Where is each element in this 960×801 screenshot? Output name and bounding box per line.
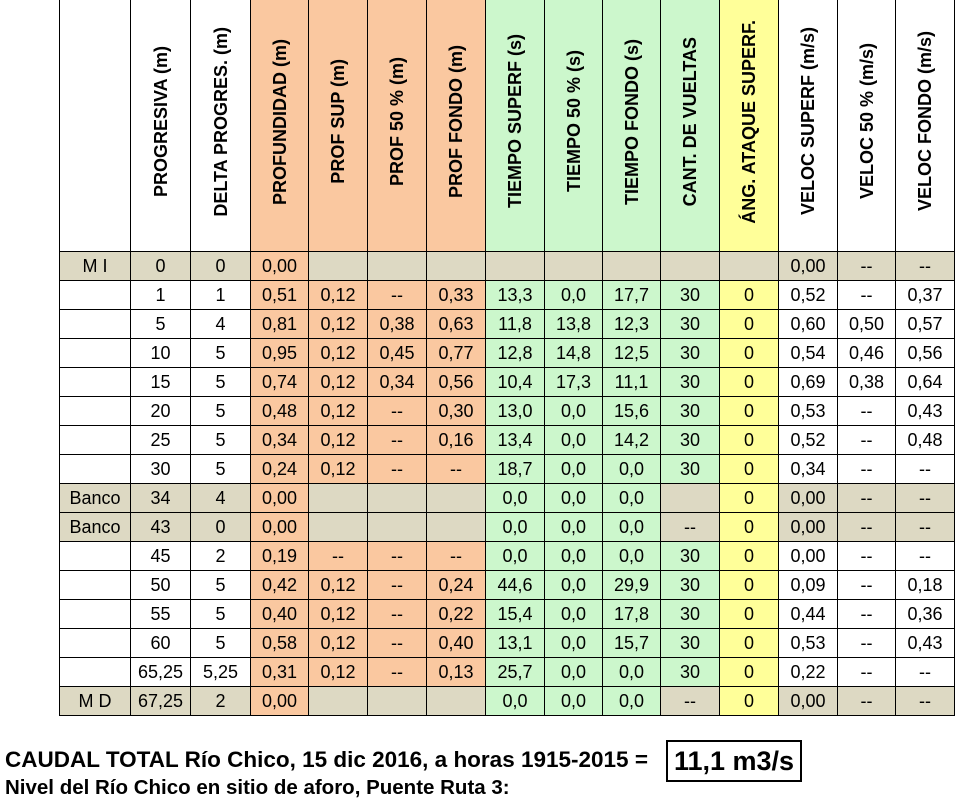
cell-ang-ataque: 0 — [720, 687, 779, 716]
cell-tiempo-superf: 10,4 — [486, 368, 545, 397]
cell-prof-sup: 0,12 — [309, 397, 368, 426]
header-label: CANT. DE VUELTAS — [680, 36, 700, 207]
cell-progresiva: 45 — [131, 542, 191, 571]
header-label: TIEMPO FONDO (s) — [621, 38, 642, 205]
cell-prof-50: -- — [368, 600, 427, 629]
cell-prof-fondo: 0,33 — [427, 281, 486, 310]
cell-row-label — [60, 629, 131, 658]
cell-prof-sup: 0,12 — [309, 658, 368, 687]
header-label: TIEMPO SUPERF (s) — [505, 34, 525, 209]
header-label: PROGRESIVA (m) — [150, 45, 171, 197]
header-label: VELOC FONDO (m/s) — [915, 31, 935, 212]
total-flow-label: CAUDAL TOTAL Río Chico, 15 dic 2016, a horas 1915-2015 = — [5, 747, 648, 772]
cell-progresiva: 25 — [131, 426, 191, 455]
cell-progresiva: 34 — [131, 484, 191, 513]
cell-tiempo-superf — [486, 252, 545, 281]
cell-veloc-fondo: -- — [896, 252, 955, 281]
cell-cant-vueltas: 30 — [661, 571, 720, 600]
cell-veloc-superf: 0,00 — [779, 513, 838, 542]
cell-delta-progresiva: 5 — [191, 339, 251, 368]
cell-veloc-fondo: 0,57 — [896, 310, 955, 339]
cell-veloc-superf: 0,52 — [779, 281, 838, 310]
cell-veloc-superf: 0,44 — [779, 600, 838, 629]
cell-prof-sup — [309, 687, 368, 716]
header-delta-progresiva — [191, 0, 251, 252]
cell-tiempo-superf: 13,0 — [486, 397, 545, 426]
header-tiempo-50 — [545, 0, 603, 252]
cell-profundidad: 0,00 — [251, 513, 309, 542]
cell-cant-vueltas: 30 — [661, 281, 720, 310]
cell-prof-fondo: 0,40 — [427, 629, 486, 658]
cell-ang-ataque: 0 — [720, 397, 779, 426]
cell-prof-sup: 0,12 — [309, 310, 368, 339]
cell-delta-progresiva: 2 — [191, 687, 251, 716]
cell-veloc-superf: 0,00 — [779, 484, 838, 513]
header-row-label — [60, 0, 131, 252]
cell-ang-ataque: 0 — [720, 484, 779, 513]
cell-tiempo-fondo: 17,8 — [603, 600, 661, 629]
cell-veloc-superf: 0,09 — [779, 571, 838, 600]
cell-veloc-fondo: -- — [896, 484, 955, 513]
cell-veloc-fondo: 0,48 — [896, 426, 955, 455]
cell-veloc-50: -- — [838, 658, 896, 687]
cell-ang-ataque: 0 — [720, 571, 779, 600]
cell-delta-progresiva: 0 — [191, 252, 251, 281]
cell-veloc-superf: 0,34 — [779, 455, 838, 484]
cell-veloc-fondo: 0,64 — [896, 368, 955, 397]
header-label: PROF 50 % (m) — [387, 56, 407, 187]
cell-row-label: M D — [60, 687, 131, 716]
cell-veloc-50: -- — [838, 484, 896, 513]
cell-cant-vueltas: -- — [661, 513, 720, 542]
cell-cant-vueltas: -- — [661, 687, 720, 716]
cell-prof-sup: 0,12 — [309, 281, 368, 310]
cell-tiempo-50: 13,8 — [545, 310, 603, 339]
cell-tiempo-fondo: 0,0 — [603, 658, 661, 687]
cell-tiempo-fondo: 0,0 — [603, 687, 661, 716]
cell-profundidad: 0,51 — [251, 281, 309, 310]
cell-delta-progresiva: 4 — [191, 484, 251, 513]
cell-cant-vueltas: 30 — [661, 658, 720, 687]
cell-tiempo-superf: 13,3 — [486, 281, 545, 310]
cell-row-label — [60, 426, 131, 455]
cell-veloc-fondo: 0,37 — [896, 281, 955, 310]
cell-progresiva: 20 — [131, 397, 191, 426]
cell-veloc-50: -- — [838, 281, 896, 310]
cell-tiempo-superf: 15,4 — [486, 600, 545, 629]
cell-tiempo-superf: 0,0 — [486, 484, 545, 513]
cell-veloc-superf: 0,60 — [779, 310, 838, 339]
cell-prof-sup — [309, 513, 368, 542]
cell-cant-vueltas: 30 — [661, 629, 720, 658]
cell-tiempo-50: 0,0 — [545, 600, 603, 629]
cell-veloc-50: -- — [838, 426, 896, 455]
cell-veloc-50: -- — [838, 542, 896, 571]
cell-prof-50: 0,45 — [368, 339, 427, 368]
cell-prof-50: -- — [368, 426, 427, 455]
river-level-label: Nivel del Río Chico en sitio de aforo, Puente Ruta 3: — [5, 776, 510, 799]
cell-prof-sup: 0,12 — [309, 600, 368, 629]
header-prof-fondo — [427, 0, 486, 252]
cell-veloc-fondo: -- — [896, 687, 955, 716]
cell-tiempo-50: 0,0 — [545, 687, 603, 716]
cell-ang-ataque: 0 — [720, 339, 779, 368]
cell-tiempo-50: 0,0 — [545, 513, 603, 542]
cell-tiempo-50 — [545, 252, 603, 281]
cell-row-label — [60, 281, 131, 310]
cell-veloc-superf: 0,00 — [779, 252, 838, 281]
cell-prof-50 — [368, 484, 427, 513]
cell-veloc-fondo: 0,18 — [896, 571, 955, 600]
header-cant-vueltas — [661, 0, 720, 252]
cell-delta-progresiva: 2 — [191, 542, 251, 571]
cell-prof-fondo: 0,30 — [427, 397, 486, 426]
cell-prof-fondo: 0,77 — [427, 339, 486, 368]
cell-profundidad: 0,34 — [251, 426, 309, 455]
cell-cant-vueltas: 30 — [661, 397, 720, 426]
cell-prof-fondo: 0,13 — [427, 658, 486, 687]
cell-progresiva: 60 — [131, 629, 191, 658]
cell-veloc-50: -- — [838, 455, 896, 484]
cell-progresiva: 67,25 — [131, 687, 191, 716]
cell-tiempo-fondo — [603, 252, 661, 281]
cell-tiempo-50: 14,8 — [545, 339, 603, 368]
cell-row-label: Banco — [60, 484, 131, 513]
cell-prof-sup: -- — [309, 542, 368, 571]
header-label: TIEMPO 50 % (s) — [563, 50, 584, 193]
cell-veloc-fondo: 0,43 — [896, 397, 955, 426]
cell-prof-sup: 0,12 — [309, 455, 368, 484]
cell-prof-fondo — [427, 484, 486, 513]
cell-profundidad: 0,00 — [251, 687, 309, 716]
cell-prof-50 — [368, 513, 427, 542]
cell-progresiva: 50 — [131, 571, 191, 600]
cell-veloc-superf: 0,52 — [779, 426, 838, 455]
cell-profundidad: 0,00 — [251, 252, 309, 281]
cell-tiempo-fondo: 15,6 — [603, 397, 661, 426]
cell-veloc-superf: 0,54 — [779, 339, 838, 368]
header-label: ÁNG. ATAQUE SUPERF. — [739, 19, 759, 224]
cell-delta-progresiva: 5 — [191, 455, 251, 484]
cell-tiempo-superf: 0,0 — [486, 687, 545, 716]
cell-ang-ataque: 0 — [720, 600, 779, 629]
cell-tiempo-50: 0,0 — [545, 571, 603, 600]
cell-tiempo-50: 0,0 — [545, 397, 603, 426]
cell-tiempo-50: 0,0 — [545, 426, 603, 455]
cell-cant-vueltas: 30 — [661, 455, 720, 484]
cell-prof-50: -- — [368, 281, 427, 310]
cell-prof-fondo — [427, 252, 486, 281]
cell-tiempo-fondo: 11,1 — [603, 368, 661, 397]
cell-delta-progresiva: 4 — [191, 310, 251, 339]
cell-progresiva: 5 — [131, 310, 191, 339]
cell-row-label — [60, 571, 131, 600]
cell-row-label: M I — [60, 252, 131, 281]
header-prof-50 — [368, 0, 427, 252]
cell-progresiva: 10 — [131, 339, 191, 368]
cell-veloc-50: -- — [838, 629, 896, 658]
cell-row-label — [60, 339, 131, 368]
cell-tiempo-50: 0,0 — [545, 484, 603, 513]
cell-tiempo-superf: 18,7 — [486, 455, 545, 484]
cell-prof-sup: 0,12 — [309, 571, 368, 600]
cell-prof-sup: 0,12 — [309, 629, 368, 658]
cell-tiempo-50: 0,0 — [545, 455, 603, 484]
cell-row-label — [60, 658, 131, 687]
cell-row-label: Banco — [60, 513, 131, 542]
cell-ang-ataque: 0 — [720, 658, 779, 687]
cell-progresiva: 1 — [131, 281, 191, 310]
cell-ang-ataque: 0 — [720, 368, 779, 397]
cell-cant-vueltas: 30 — [661, 600, 720, 629]
header-prof-sup — [309, 0, 368, 252]
cell-tiempo-fondo: 0,0 — [603, 484, 661, 513]
cell-tiempo-fondo: 17,7 — [603, 281, 661, 310]
cell-row-label — [60, 600, 131, 629]
cell-tiempo-superf: 0,0 — [486, 542, 545, 571]
cell-veloc-fondo: 0,56 — [896, 339, 955, 368]
cell-profundidad: 0,58 — [251, 629, 309, 658]
cell-profundidad: 0,48 — [251, 397, 309, 426]
cell-prof-sup: 0,12 — [309, 426, 368, 455]
cell-profundidad: 0,95 — [251, 339, 309, 368]
cell-progresiva: 43 — [131, 513, 191, 542]
cell-progresiva: 65,25 — [131, 658, 191, 687]
cell-prof-fondo: 0,16 — [427, 426, 486, 455]
cell-ang-ataque: 0 — [720, 629, 779, 658]
gauging-table — [59, 0, 955, 716]
header-tiempo-fondo — [603, 0, 661, 252]
cell-tiempo-superf: 13,4 — [486, 426, 545, 455]
cell-tiempo-50: 0,0 — [545, 658, 603, 687]
cell-prof-fondo — [427, 513, 486, 542]
cell-tiempo-fondo: 15,7 — [603, 629, 661, 658]
cell-row-label — [60, 310, 131, 339]
header-veloc-50 — [838, 0, 896, 252]
cell-row-label — [60, 368, 131, 397]
cell-veloc-fondo: -- — [896, 513, 955, 542]
cell-delta-progresiva: 5,25 — [191, 658, 251, 687]
header-label: VELOC SUPERF (m/s) — [798, 27, 818, 216]
cell-veloc-superf: 0,53 — [779, 397, 838, 426]
cell-delta-progresiva: 1 — [191, 281, 251, 310]
header-label: PROFUNDIDAD (m) — [269, 38, 290, 205]
cell-veloc-superf: 0,53 — [779, 629, 838, 658]
cell-prof-fondo: -- — [427, 455, 486, 484]
cell-veloc-50: -- — [838, 600, 896, 629]
cell-tiempo-50: 0,0 — [545, 629, 603, 658]
cell-veloc-superf: 0,69 — [779, 368, 838, 397]
cell-tiempo-fondo: 0,0 — [603, 542, 661, 571]
header-profundidad — [251, 0, 309, 252]
cell-delta-progresiva: 5 — [191, 600, 251, 629]
cell-veloc-superf: 0,00 — [779, 687, 838, 716]
cell-tiempo-fondo: 14,2 — [603, 426, 661, 455]
cell-veloc-fondo: -- — [896, 455, 955, 484]
cell-prof-sup: 0,12 — [309, 368, 368, 397]
header-tiempo-superf — [486, 0, 545, 252]
cell-delta-progresiva: 5 — [191, 629, 251, 658]
cell-cant-vueltas: 30 — [661, 368, 720, 397]
cell-tiempo-superf: 0,0 — [486, 513, 545, 542]
cell-veloc-50: -- — [838, 397, 896, 426]
cell-cant-vueltas: 30 — [661, 339, 720, 368]
cell-tiempo-superf: 11,8 — [486, 310, 545, 339]
cell-veloc-50: 0,38 — [838, 368, 896, 397]
cell-delta-progresiva: 0 — [191, 513, 251, 542]
cell-profundidad: 0,00 — [251, 484, 309, 513]
cell-prof-fondo — [427, 687, 486, 716]
cell-veloc-fondo: -- — [896, 658, 955, 687]
cell-tiempo-50: 17,3 — [545, 368, 603, 397]
cell-ang-ataque — [720, 252, 779, 281]
cell-veloc-50: -- — [838, 513, 896, 542]
cell-veloc-fondo: 0,36 — [896, 600, 955, 629]
cell-prof-50: -- — [368, 455, 427, 484]
cell-ang-ataque: 0 — [720, 542, 779, 571]
header-label: VELOC 50 % (m/s) — [856, 43, 877, 200]
cell-tiempo-fondo: 0,0 — [603, 455, 661, 484]
cell-veloc-fondo: -- — [896, 542, 955, 571]
cell-tiempo-superf: 44,6 — [486, 571, 545, 600]
cell-profundidad: 0,81 — [251, 310, 309, 339]
cell-ang-ataque: 0 — [720, 426, 779, 455]
cell-progresiva: 15 — [131, 368, 191, 397]
cell-row-label — [60, 397, 131, 426]
cell-profundidad: 0,40 — [251, 600, 309, 629]
header-label: PROF SUP (m) — [328, 59, 348, 184]
cell-veloc-superf: 0,22 — [779, 658, 838, 687]
cell-veloc-50: -- — [838, 687, 896, 716]
cell-veloc-50: 0,50 — [838, 310, 896, 339]
cell-tiempo-fondo: 29,9 — [603, 571, 661, 600]
header-ang-ataque — [720, 0, 779, 252]
cell-cant-vueltas: 30 — [661, 310, 720, 339]
cell-delta-progresiva: 5 — [191, 397, 251, 426]
cell-progresiva: 30 — [131, 455, 191, 484]
cell-tiempo-superf: 13,1 — [486, 629, 545, 658]
cell-veloc-superf: 0,00 — [779, 542, 838, 571]
cell-tiempo-fondo: 0,0 — [603, 513, 661, 542]
cell-tiempo-superf: 25,7 — [486, 658, 545, 687]
cell-cant-vueltas: 30 — [661, 542, 720, 571]
cell-delta-progresiva: 5 — [191, 571, 251, 600]
cell-delta-progresiva: 5 — [191, 426, 251, 455]
cell-row-label — [60, 455, 131, 484]
cell-cant-vueltas: 30 — [661, 426, 720, 455]
cell-veloc-50: -- — [838, 252, 896, 281]
cell-prof-fondo: 0,63 — [427, 310, 486, 339]
header-label: PROF FONDO (m) — [446, 45, 466, 198]
cell-tiempo-fondo: 12,3 — [603, 310, 661, 339]
cell-prof-50: -- — [368, 542, 427, 571]
cell-prof-50 — [368, 687, 427, 716]
cell-progresiva: 55 — [131, 600, 191, 629]
cell-prof-fondo: -- — [427, 542, 486, 571]
cell-prof-sup — [309, 252, 368, 281]
header-progresiva — [131, 0, 191, 252]
cell-tiempo-50: 0,0 — [545, 542, 603, 571]
cell-profundidad: 0,19 — [251, 542, 309, 571]
cell-ang-ataque: 0 — [720, 281, 779, 310]
cell-ang-ataque: 0 — [720, 513, 779, 542]
cell-profundidad: 0,31 — [251, 658, 309, 687]
cell-cant-vueltas — [661, 484, 720, 513]
cell-prof-fondo: 0,24 — [427, 571, 486, 600]
cell-veloc-fondo: 0,43 — [896, 629, 955, 658]
cell-tiempo-fondo: 12,5 — [603, 339, 661, 368]
cell-ang-ataque: 0 — [720, 455, 779, 484]
cell-cant-vueltas — [661, 252, 720, 281]
cell-prof-fondo: 0,56 — [427, 368, 486, 397]
header-veloc-superf — [779, 0, 838, 252]
cell-prof-50: -- — [368, 629, 427, 658]
header-veloc-fondo — [896, 0, 955, 252]
cell-prof-50: 0,34 — [368, 368, 427, 397]
header-label: DELTA PROGRES. (m) — [210, 26, 231, 217]
cell-prof-50: -- — [368, 571, 427, 600]
cell-ang-ataque: 0 — [720, 310, 779, 339]
cell-prof-sup — [309, 484, 368, 513]
cell-prof-50 — [368, 252, 427, 281]
cell-progresiva: 0 — [131, 252, 191, 281]
cell-prof-sup: 0,12 — [309, 339, 368, 368]
cell-prof-50: -- — [368, 658, 427, 687]
cell-tiempo-50: 0,0 — [545, 281, 603, 310]
cell-veloc-50: -- — [838, 571, 896, 600]
cell-veloc-50: 0,46 — [838, 339, 896, 368]
cell-delta-progresiva: 5 — [191, 368, 251, 397]
cell-prof-fondo: 0,22 — [427, 600, 486, 629]
cell-profundidad: 0,74 — [251, 368, 309, 397]
cell-tiempo-superf: 12,8 — [486, 339, 545, 368]
cell-profundidad: 0,42 — [251, 571, 309, 600]
total-flow-value: 11,1 m3/s — [666, 740, 802, 782]
cell-prof-50: -- — [368, 397, 427, 426]
cell-row-label — [60, 542, 131, 571]
cell-prof-50: 0,38 — [368, 310, 427, 339]
cell-profundidad: 0,24 — [251, 455, 309, 484]
